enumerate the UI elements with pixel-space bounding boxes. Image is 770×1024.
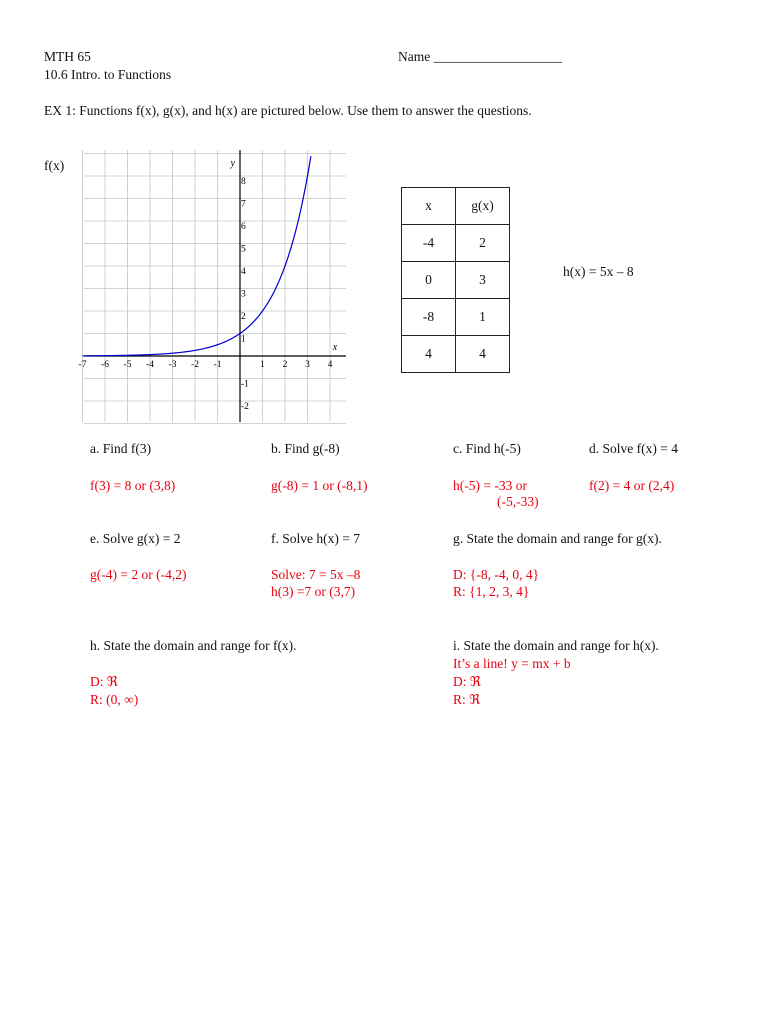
y-tick-label: 7 xyxy=(241,199,246,210)
table-row xyxy=(402,262,510,299)
example-intro: EX 1: Functions f(x), g(x), and h(x) are pictured below. Use them to answer the questions. xyxy=(44,103,532,118)
x-tick-label: -6 xyxy=(101,360,109,370)
x-axis-label: x xyxy=(332,342,338,353)
table-cell: 4 xyxy=(456,336,510,373)
question-i: i. State the domain and range for h(x). xyxy=(453,638,659,653)
table-row xyxy=(402,299,510,336)
table-cell: 3 xyxy=(456,262,510,299)
y-tick-label: 1 xyxy=(241,334,246,345)
x-tick-label: 2 xyxy=(282,360,288,370)
question-c: c. Find h(-5) xyxy=(453,441,521,456)
table-row xyxy=(402,225,510,262)
y-axis-label: y xyxy=(230,158,235,169)
name-field: Name ___________________ xyxy=(398,49,562,64)
table-cell: 0 xyxy=(402,262,456,299)
question-h: h. State the domain and range for f(x). xyxy=(90,638,297,653)
table-cell: 4 xyxy=(402,336,456,373)
g-table xyxy=(401,187,510,373)
question-b: b. Find g(-8) xyxy=(271,441,340,456)
exponential-graph xyxy=(78,150,346,422)
answer-a: f(3) = 8 or (3,8) xyxy=(90,478,176,493)
table-header-row xyxy=(402,188,510,225)
table-header-gx: g(x) xyxy=(456,188,510,225)
table-cell: -4 xyxy=(402,225,456,262)
answer-c-line1: h(-5) = -33 or xyxy=(453,478,527,493)
x-tick-labels xyxy=(79,360,333,370)
answer-f-line2: h(3) =7 or (3,7) xyxy=(271,584,356,599)
y-tick-label: -1 xyxy=(241,379,249,390)
table-cell: 2 xyxy=(456,225,510,262)
answer-b: g(-8) = 1 or (-8,1) xyxy=(271,478,368,493)
answer-h-domain: D: ℜ xyxy=(90,674,118,689)
y-tick-label: -2 xyxy=(241,402,249,412)
table-cell: 1 xyxy=(456,299,510,336)
y-tick-label: 8 xyxy=(241,177,246,187)
x-tick-label: 3 xyxy=(305,360,310,370)
x-tick-label: 4 xyxy=(327,360,333,370)
x-tick-label: 1 xyxy=(260,360,265,370)
answer-i-range: R: ℜ xyxy=(453,692,481,707)
x-tick-label: -7 xyxy=(78,360,87,370)
y-tick-label: 5 xyxy=(241,244,246,255)
grid xyxy=(83,150,347,424)
y-tick-label: 4 xyxy=(241,267,246,277)
table-row xyxy=(402,336,510,373)
y-tick-label: 3 xyxy=(241,289,246,300)
y-tick-labels xyxy=(241,177,249,412)
question-f: f. Solve h(x) = 7 xyxy=(271,531,360,546)
answer-h-range: R: (0, ∞) xyxy=(90,692,139,707)
answer-d: f(2) = 4 or (2,4) xyxy=(589,478,675,493)
question-d: d. Solve f(x) = 4 xyxy=(589,441,678,456)
answer-i-note: It’s a line! y = mx + b xyxy=(453,656,571,671)
table-cell: -8 xyxy=(402,299,456,336)
f-curve xyxy=(83,156,311,356)
answer-f-line1: Solve: 7 = 5x –8 xyxy=(271,567,361,582)
x-tick-label: -5 xyxy=(123,360,132,370)
answer-i-domain: D: ℜ xyxy=(453,674,481,689)
question-a: a. Find f(3) xyxy=(90,441,152,456)
course-title: MTH 65 xyxy=(44,49,91,64)
h-definition: h(x) = 5x – 8 xyxy=(563,264,634,279)
x-tick-label: -2 xyxy=(191,360,199,370)
answer-e: g(-4) = 2 or (-4,2) xyxy=(90,567,187,582)
answer-g-range: R: {1, 2, 3, 4} xyxy=(453,584,530,599)
answer-g-domain: D: {-8, -4, 0, 4} xyxy=(453,567,540,582)
question-g: g. State the domain and range for g(x). xyxy=(453,531,662,546)
x-tick-label: -4 xyxy=(146,360,154,370)
x-tick-label: -1 xyxy=(213,360,222,370)
y-tick-label: 6 xyxy=(241,222,246,232)
graph-label: f(x) xyxy=(44,158,65,173)
answer-c-line2: (-5,-33) xyxy=(497,494,539,509)
table-header-x: x xyxy=(402,188,456,225)
question-e: e. Solve g(x) = 2 xyxy=(90,531,181,546)
section-title: 10.6 Intro. to Functions xyxy=(44,67,172,82)
x-tick-label: -3 xyxy=(168,360,177,370)
y-tick-label: 2 xyxy=(241,312,246,322)
